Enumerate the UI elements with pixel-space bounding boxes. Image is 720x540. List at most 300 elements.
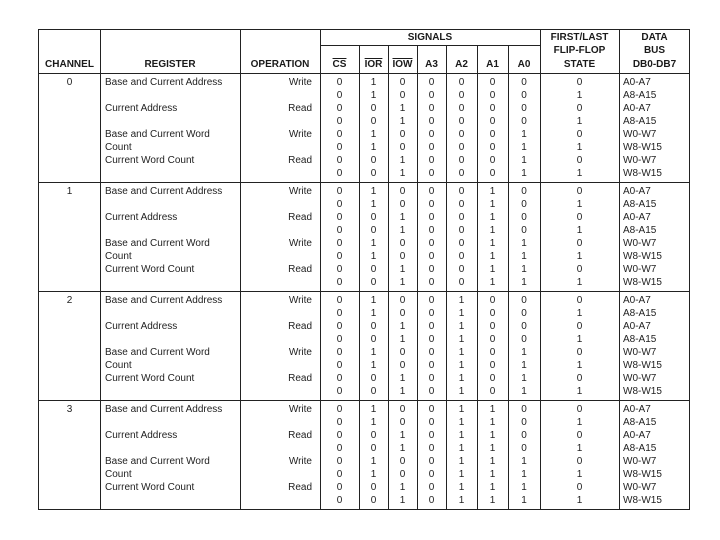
signal-value: 0 (370, 168, 377, 179)
operation-value: Write (288, 404, 312, 415)
signal-value: 0 (489, 142, 496, 153)
signal-value: 1 (521, 277, 527, 288)
signal-value: 1 (458, 347, 465, 358)
signal-value: 0 (428, 482, 435, 493)
data-bus-value: A8-A15 (623, 225, 657, 236)
data-bus-value: A8-A15 (623, 90, 657, 101)
signal-value: 1 (489, 251, 496, 262)
signal-value: 0 (399, 129, 406, 140)
signal-value: 0 (428, 430, 435, 441)
signal-value: 1 (489, 264, 496, 275)
signal-value: 1 (489, 469, 496, 480)
register-name: Base and Current Address (105, 186, 223, 197)
signal-value: 0 (428, 277, 435, 288)
signal-value: 1 (489, 212, 496, 223)
signal-a0-header: A0 (517, 59, 531, 70)
data-bus-value: A8-A15 (623, 443, 657, 454)
header-data-1: DATA (641, 32, 668, 43)
signal-value: 0 (458, 103, 465, 114)
signal-value: 0 (428, 225, 435, 236)
signal-value: 1 (458, 334, 465, 345)
signal-value: 0 (428, 116, 435, 127)
signal-value: 0 (336, 116, 343, 127)
signal-value: 1 (458, 404, 465, 415)
signal-value: 0 (336, 386, 343, 397)
table-body (39, 73, 689, 509)
signal-value: 0 (336, 404, 343, 415)
signal-value: 1 (370, 77, 377, 88)
signal-value: 0 (370, 482, 377, 493)
signal-cs-header: $\overline{CS}$ (332, 59, 347, 70)
signal-value: 0 (489, 155, 496, 166)
signal-value: 0 (521, 186, 527, 197)
data-bus-value: W0-W7 (623, 373, 657, 384)
signal-value: 1 (370, 417, 377, 428)
signal-value: 0 (458, 90, 465, 101)
signal-value: 0 (336, 129, 343, 140)
signal-value: 1 (370, 90, 377, 101)
signal-value: 1 (370, 308, 377, 319)
signal-a3-header: A3 (425, 59, 438, 70)
register-name: Base and Current Address (105, 295, 223, 306)
flipflop-state: 1 (576, 116, 583, 127)
flipflop-state: 1 (576, 334, 583, 345)
signal-value: 1 (521, 495, 527, 506)
signal-value: 0 (399, 360, 406, 371)
flipflop-state: 1 (576, 469, 583, 480)
signal-value: 1 (521, 251, 527, 262)
operation-value: Read (288, 212, 312, 223)
signal-value: 0 (336, 264, 343, 275)
signal-value: 0 (428, 469, 435, 480)
signal-value: 0 (336, 373, 343, 384)
signal-value: 0 (336, 90, 343, 101)
signal-value: 0 (399, 90, 406, 101)
signal-value: 0 (428, 347, 435, 358)
data-bus-value: A0-A7 (623, 77, 651, 88)
signal-value: 0 (428, 251, 435, 262)
signal-value: 0 (521, 77, 527, 88)
signal-value: 1 (489, 443, 496, 454)
data-bus-value: A8-A15 (623, 199, 657, 210)
register-name: Base and Current Address (105, 77, 223, 88)
operation-value: Read (288, 321, 312, 332)
flipflop-state: 0 (576, 238, 583, 249)
signal-value: 1 (399, 264, 406, 275)
flipflop-state: 0 (576, 264, 583, 275)
signal-value: 0 (336, 443, 343, 454)
signal-value: 0 (489, 386, 496, 397)
signal-value: 0 (489, 347, 496, 358)
signal-value: 0 (489, 308, 496, 319)
operation-value: Write (288, 238, 312, 249)
flipflop-state: 1 (576, 495, 583, 506)
channel-number: 3 (66, 404, 73, 415)
signal-value: 1 (521, 469, 527, 480)
signal-value: 0 (489, 77, 496, 88)
register-name: Current Address (105, 103, 178, 114)
data-bus-value: W0-W7 (623, 238, 657, 249)
signal-value: 0 (428, 168, 435, 179)
signal-value: 1 (521, 155, 527, 166)
header-flipflop-3: STATE (563, 59, 596, 70)
signal-value: 0 (336, 225, 343, 236)
signal-value: 0 (336, 347, 343, 358)
signal-value: 1 (458, 430, 465, 441)
signal-value: 1 (370, 347, 377, 358)
signal-value: 0 (428, 495, 435, 506)
header-flipflop-2: FLIP-FLOP (553, 45, 606, 56)
signal-value: 1 (489, 456, 496, 467)
signal-value: 0 (458, 238, 465, 249)
data-bus-value: A0-A7 (623, 212, 651, 223)
signal-value: 0 (336, 417, 343, 428)
signal-value: 1 (521, 360, 527, 371)
data-bus-value: A0-A7 (623, 404, 651, 415)
signal-value: 0 (521, 404, 527, 415)
register-name: Count (105, 142, 132, 153)
signal-value: 1 (458, 469, 465, 480)
register-name: Count (105, 251, 132, 262)
signal-value: 0 (489, 116, 496, 127)
signal-value: 0 (489, 168, 496, 179)
register-name: Current Address (105, 321, 178, 332)
operation-value: Write (288, 295, 312, 306)
flipflop-state: 0 (576, 129, 583, 140)
signal-value: 1 (521, 347, 527, 358)
data-bus-value: W8-W15 (623, 495, 662, 506)
signal-value: 0 (399, 456, 406, 467)
signal-value: 0 (428, 238, 435, 249)
signal-value: 0 (336, 495, 343, 506)
register-name: Current Word Count (105, 373, 195, 384)
header-flipflop-1: FIRST/LAST (550, 32, 609, 43)
signal-value: 0 (428, 360, 435, 371)
signal-value: 0 (458, 168, 465, 179)
signal-value: 0 (336, 155, 343, 166)
data-bus-value: A8-A15 (623, 334, 657, 345)
signal-value: 0 (370, 334, 377, 345)
flipflop-state: 0 (576, 186, 583, 197)
signal-value: 1 (489, 417, 496, 428)
flipflop-state: 1 (576, 417, 583, 428)
header-channel: CHANNEL (45, 59, 94, 70)
register-name: Current Address (105, 430, 178, 441)
signal-value: 0 (336, 142, 343, 153)
data-bus-value: W8-W15 (623, 386, 662, 397)
flipflop-state: 0 (576, 321, 583, 332)
header-signals: SIGNALS (407, 32, 453, 43)
signal-value: 0 (428, 386, 435, 397)
data-bus-value: W0-W7 (623, 347, 657, 358)
signal-value: 1 (458, 373, 465, 384)
signal-value: 0 (399, 308, 406, 319)
signal-value: 1 (458, 482, 465, 493)
signal-value: 0 (521, 321, 527, 332)
signal-value: 0 (428, 373, 435, 384)
signal-value: 0 (458, 199, 465, 210)
signal-value: 1 (521, 386, 527, 397)
operation-value: Read (288, 373, 312, 384)
signal-value: 1 (370, 469, 377, 480)
signal-value: 0 (399, 417, 406, 428)
signal-value: 0 (521, 90, 527, 101)
signal-value: 0 (336, 277, 343, 288)
channel-group (39, 73, 689, 182)
operation-value: Read (288, 264, 312, 275)
signal-value: 0 (458, 186, 465, 197)
header-register: REGISTER (144, 59, 196, 70)
signal-a1-header: A1 (486, 59, 499, 70)
signal-value: 0 (370, 443, 377, 454)
data-bus-value: W8-W15 (623, 251, 662, 262)
signal-value: 0 (428, 417, 435, 428)
data-bus-value: A0-A7 (623, 103, 651, 114)
signal-value: 0 (521, 295, 527, 306)
flipflop-state: 0 (576, 482, 583, 493)
signal-value: 0 (370, 373, 377, 384)
signal-value: 1 (399, 212, 406, 223)
signal-value: 0 (458, 77, 465, 88)
signal-value: 0 (428, 308, 435, 319)
signal-value: 0 (336, 430, 343, 441)
signal-value: 1 (521, 129, 527, 140)
signal-value: 1 (458, 308, 465, 319)
data-bus-value: W0-W7 (623, 264, 657, 275)
signal-value: 1 (521, 482, 527, 493)
signal-value: 0 (336, 482, 343, 493)
data-bus-value: A8-A15 (623, 417, 657, 428)
signal-value: 0 (399, 238, 406, 249)
signal-value: 0 (399, 347, 406, 358)
signal-value: 0 (428, 295, 435, 306)
signal-value: 0 (399, 295, 406, 306)
signal-value: 1 (458, 386, 465, 397)
signal-value: 1 (489, 404, 496, 415)
signal-value: 0 (336, 308, 343, 319)
signal-value: 1 (399, 495, 406, 506)
signal-value: 1 (458, 295, 465, 306)
signal-value: 0 (489, 360, 496, 371)
signal-value: 0 (458, 142, 465, 153)
signal-value: 0 (428, 199, 435, 210)
signal-value: 0 (336, 168, 343, 179)
signal-value: 1 (399, 373, 406, 384)
flipflop-state: 1 (576, 168, 583, 179)
signal-value: 0 (336, 103, 343, 114)
signal-iow-header: $\overline{IOW}$ (392, 59, 413, 70)
signal-value: 0 (521, 103, 527, 114)
signal-a2-header: A2 (455, 59, 468, 70)
signal-value: 0 (521, 212, 527, 223)
signal-value: 0 (521, 430, 527, 441)
signal-value: 0 (336, 360, 343, 371)
signal-value: 0 (336, 321, 343, 332)
signal-value: 1 (489, 238, 496, 249)
signal-value: 1 (370, 129, 377, 140)
signal-value: 1 (399, 386, 406, 397)
signal-value: 0 (521, 199, 527, 210)
signal-value: 0 (336, 456, 343, 467)
flipflop-state: 0 (576, 456, 583, 467)
signal-value: 0 (370, 103, 377, 114)
signal-value: 0 (428, 443, 435, 454)
signal-value: 0 (458, 251, 465, 262)
register-name: Base and Current Word (105, 456, 210, 467)
register-name: Current Word Count (105, 264, 195, 275)
signal-value: 0 (458, 212, 465, 223)
signal-value: 0 (458, 277, 465, 288)
operation-value: Read (288, 103, 312, 114)
register-name: Count (105, 469, 132, 480)
signal-ior-header: $\overline{IOR}$ (364, 59, 383, 70)
signal-value: 0 (458, 225, 465, 236)
signal-value: 0 (336, 186, 343, 197)
signal-value: 1 (370, 142, 377, 153)
operation-value: Write (288, 77, 312, 88)
flipflop-state: 1 (576, 142, 583, 153)
signal-value: 0 (399, 199, 406, 210)
signal-value: 0 (428, 129, 435, 140)
flipflop-state: 1 (576, 360, 583, 371)
channel-group (39, 291, 689, 400)
data-bus-value: A0-A7 (623, 295, 651, 306)
data-bus-value: A8-A15 (623, 308, 657, 319)
channel-group (39, 400, 689, 509)
data-bus-value: W0-W7 (623, 456, 657, 467)
operation-value: Read (288, 430, 312, 441)
signal-value: 1 (370, 251, 377, 262)
data-bus-value: W8-W15 (623, 360, 662, 371)
signal-value: 0 (521, 116, 527, 127)
operation-value: Write (288, 186, 312, 197)
signal-value: 0 (370, 212, 377, 223)
signal-value: 0 (521, 443, 527, 454)
signal-value: 0 (336, 469, 343, 480)
register-table (38, 29, 690, 510)
signal-value: 0 (489, 295, 496, 306)
signal-value: 0 (370, 264, 377, 275)
signal-value: 0 (399, 77, 406, 88)
header-operation: OPERATION (250, 59, 310, 70)
signal-value: 0 (336, 199, 343, 210)
signal-value: 1 (458, 360, 465, 371)
signal-value: 0 (521, 225, 527, 236)
signal-value: 0 (336, 334, 343, 345)
data-bus-value: W0-W7 (623, 155, 657, 166)
register-name: Base and Current Word (105, 238, 210, 249)
signal-value: 0 (458, 155, 465, 166)
flipflop-state: 0 (576, 373, 583, 384)
data-bus-value: A0-A7 (623, 186, 651, 197)
channel-number: 2 (66, 295, 73, 306)
signal-value: 0 (458, 264, 465, 275)
header-data-2: BUS (643, 45, 666, 56)
signal-value: 0 (428, 212, 435, 223)
signal-value: 1 (521, 456, 527, 467)
register-name: Base and Current Address (105, 404, 223, 415)
data-bus-value: A0-A7 (623, 430, 651, 441)
register-name: Base and Current Word (105, 129, 210, 140)
signal-value: 0 (336, 238, 343, 249)
signal-value: 1 (489, 482, 496, 493)
header-data-3: DB0-DB7 (632, 59, 677, 70)
flipflop-state: 1 (576, 443, 583, 454)
operation-value: Read (288, 482, 312, 493)
signal-value: 0 (370, 495, 377, 506)
signal-value: 0 (428, 90, 435, 101)
signal-value: 1 (399, 155, 406, 166)
register-name: Current Address (105, 212, 178, 223)
signal-value: 0 (489, 103, 496, 114)
signal-value: 1 (458, 443, 465, 454)
signal-value: 0 (458, 116, 465, 127)
flipflop-state: 1 (576, 251, 583, 262)
channel-group (39, 182, 689, 291)
flipflop-state: 1 (576, 90, 583, 101)
signal-value: 0 (370, 386, 377, 397)
signal-value: 0 (428, 321, 435, 332)
signal-value: 1 (370, 186, 377, 197)
signal-value: 0 (336, 212, 343, 223)
data-bus-value: W8-W15 (623, 142, 662, 153)
flipflop-state: 1 (576, 386, 583, 397)
signal-value: 0 (370, 155, 377, 166)
signal-value: 0 (521, 417, 527, 428)
operation-value: Write (288, 347, 312, 358)
signal-value: 0 (428, 264, 435, 275)
signal-value: 0 (370, 430, 377, 441)
signal-value: 1 (458, 321, 465, 332)
signal-value: 0 (521, 308, 527, 319)
flipflop-state: 1 (576, 308, 583, 319)
data-bus-value: W8-W15 (623, 469, 662, 480)
signal-value: 1 (458, 456, 465, 467)
register-name: Base and Current Word (105, 347, 210, 358)
signal-value: 1 (399, 334, 406, 345)
signal-value: 1 (521, 168, 527, 179)
register-name: Current Word Count (105, 155, 195, 166)
signal-value: 0 (428, 334, 435, 345)
flipflop-state: 1 (576, 277, 583, 288)
flipflop-state: 0 (576, 430, 583, 441)
flipflop-state: 0 (576, 295, 583, 306)
signal-value: 0 (370, 225, 377, 236)
flipflop-state: 1 (576, 225, 583, 236)
signal-value: 1 (521, 142, 527, 153)
operation-value: Read (288, 155, 312, 166)
register-name: Count (105, 360, 132, 371)
signal-value: 1 (399, 430, 406, 441)
signal-value: 1 (370, 295, 377, 306)
signal-value: 0 (428, 404, 435, 415)
signal-value: 1 (489, 495, 496, 506)
signals-divider (320, 45, 540, 46)
operation-value: Write (288, 129, 312, 140)
signal-value: 0 (399, 186, 406, 197)
signal-value: 0 (399, 404, 406, 415)
signal-value: 0 (370, 277, 377, 288)
signal-value: 0 (428, 142, 435, 153)
signal-value: 1 (521, 264, 527, 275)
signal-value: 0 (336, 251, 343, 262)
signal-value: 1 (370, 360, 377, 371)
signal-value: 0 (370, 116, 377, 127)
signal-value: 1 (489, 277, 496, 288)
signal-value: 1 (489, 199, 496, 210)
signal-value: 0 (428, 186, 435, 197)
signal-value: 0 (489, 90, 496, 101)
